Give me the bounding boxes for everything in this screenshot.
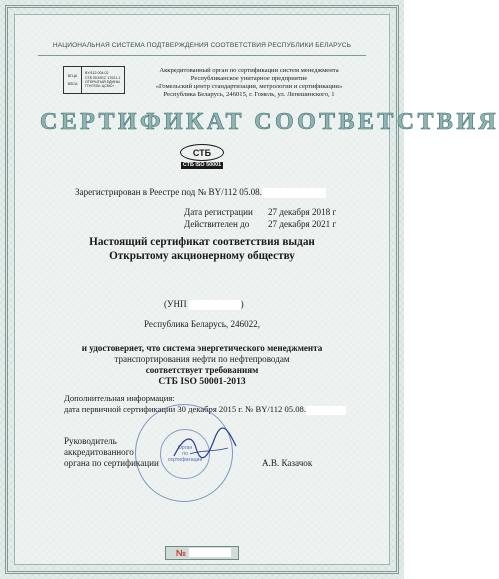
unp-label: (УНП [164, 299, 187, 309]
reg-date-value: 27 декабря 2018 г [268, 207, 337, 217]
issued-line-1: Настоящий сертификат соответствия выдан [89, 236, 315, 248]
signature-icon [167, 426, 240, 466]
national-system-header: НАЦИОНАЛЬНАЯ СИСТЕМА ПОДТВЕРЖДЕНИЯ СООТВЕТСТВИЯ РЕСПУБЛИКИ БЕЛАРУСЬ [52, 42, 352, 49]
certifies-line-1: и удостоверяет, что система энергетического менеджмента [81, 343, 323, 353]
accreditation-logo [63, 66, 125, 94]
standard-name: СТБ ISO 50001-2013 [158, 376, 246, 387]
valid-until-label: Действителен до [184, 219, 250, 229]
valid-until-value: 27 декабря 2021 г [268, 219, 337, 229]
header-divider [38, 55, 366, 56]
issuing-organization [126, 67, 372, 99]
initial-certification-date: дата первичной сертификации 30 декабря 2015 г. № BY/112 05.08. [64, 404, 306, 414]
stamp-text: Орган [177, 444, 193, 451]
redaction-block [189, 548, 231, 557]
redaction-block [262, 188, 326, 198]
certificate-number-box [165, 546, 239, 560]
org-line: Аккредитованный орган по сертификации систем менеджмента [159, 67, 339, 74]
org-line: Республиканское унитарное предприятие [190, 74, 308, 82]
stb-logo-icon: СТБ [180, 144, 224, 161]
org-line: Республика Беларусь, 246015, г. Гомель, ул. Лепешинского, 1 [163, 90, 335, 98]
registration-text: Зарегистрирован в Реестре под № BY/112 05.08. [75, 187, 263, 197]
signatory-role-line-3: органа по сертификации [64, 458, 159, 468]
logo-line: BY/112 004.02 [85, 71, 109, 76]
signatory-name: А.В. Казачок [262, 458, 313, 468]
logo-line: ГП«ГЕЛЬ ЦСМС» [85, 84, 115, 89]
unp-line [164, 299, 244, 310]
stb-standard-caption: СТБ ISO 50001 [182, 162, 222, 168]
stamp-text: сертификации [167, 457, 203, 464]
redaction-block [189, 300, 241, 310]
issued-line-2: Открытому акционерному обществу [109, 250, 295, 262]
additional-info-heading: Дополнительная информация: [64, 393, 175, 403]
certifies-line-3: соответствует требованиям [145, 365, 259, 375]
signatory-role-line-2: аккредитованного [64, 447, 134, 457]
number-label: № [176, 548, 187, 558]
stamp-text: по [182, 450, 188, 457]
logo-text-bottom: BSCA [67, 82, 78, 86]
logo-line: ОТКРЫТЫЙ ЕДИНЫ [85, 80, 120, 84]
registration-line [75, 187, 326, 198]
address-line: Республика Беларусь, 246022, [143, 319, 261, 329]
logo-text-top: БГЦА [67, 73, 78, 78]
org-line: «Гомельский центр стандартизации, метрологии и сертификации» [155, 82, 343, 90]
certificate-title: СЕРТИФИКАТ СООТВЕТСТВИЯ [40, 109, 499, 135]
logo-line: СТБ ISO/IEC 17021-1 [85, 75, 121, 80]
reg-date-label: Дата регистрации [184, 207, 253, 217]
certifies-line-2: транспортирования нефти по нефтепроводам [114, 354, 290, 364]
signatory-role-line-1: Руководитель [64, 436, 117, 446]
redaction-block [306, 406, 346, 415]
unp-close: ) [240, 299, 244, 309]
